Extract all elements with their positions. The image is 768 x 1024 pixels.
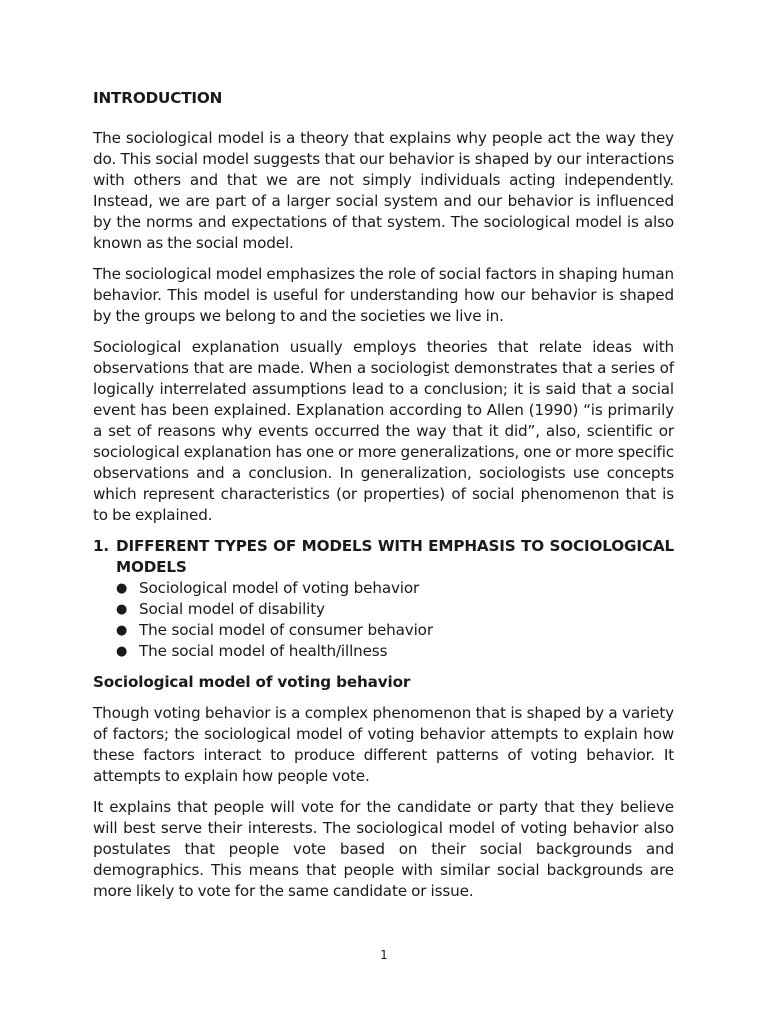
intro-paragraph-3: Sociological explanation usually employs theories that relate ideas with observations that are made. When a sociologist demonstrates that a series of logically interrelated assumptions lead to a conclusion; it is said that a social event has been explained. Explanation according to Allen (1990) “is primarily a set of reasons why events occurred the way that it did”, also, scientific or sociological explanation has one or more generalizations, one or more specific observations and a conclusion. In generalization, sociologists use concepts which represent characteristics (or properties) of social phenomenon that is to be explained. <box>93 338 674 524</box>
voting-paragraph-1: Though voting behavior is a complex phenomenon that is shaped by a variety of factors; the sociological model of voting behavior attempts to explain how these factors interact to produce different patterns of voting behavior. It attempts to explain how people vote. <box>93 704 674 785</box>
list-item-text: Sociological model of voting behavior <box>139 579 420 597</box>
list-item-text: The social model of health/illness <box>139 642 388 660</box>
list-item-text: Social model of disability <box>139 600 325 618</box>
list-item <box>116 620 674 641</box>
intro-paragraph-1: The sociological model is a theory that explains why people act the way they do. This social model suggests that our behavior is shaped by our interactions with others and that we are not simply individuals acting independently. Instead, we are part of a larger social system and our behavior is influenced by the norms and expectations of that system. The sociological model is also known as the social model. <box>93 129 674 252</box>
bullet-icon: ● <box>116 581 128 596</box>
list-item <box>116 641 674 662</box>
section-1-heading <box>93 536 674 578</box>
list-item-text: The social model of consumer behavior <box>139 621 433 639</box>
page-number: 1 <box>380 948 388 962</box>
document-page <box>93 88 674 912</box>
voting-behavior-subheading: Sociological model of voting behavior <box>93 673 411 691</box>
list-item <box>116 599 674 620</box>
section-1-title: DIFFERENT TYPES OF MODELS WITH EMPHASIS TO SOCIOLOGICAL MODELS <box>116 537 674 576</box>
model-types-list <box>93 578 674 662</box>
list-item <box>116 578 674 599</box>
section-1-number: 1. <box>93 537 110 555</box>
intro-paragraph-2: The sociological model emphasizes the role of social factors in shaping human behavior. This model is useful for understanding how our behavior is shaped by the groups we belong to and the societies we live in. <box>93 265 674 325</box>
bullet-icon: ● <box>116 602 128 617</box>
bullet-icon: ● <box>116 644 128 659</box>
voting-paragraph-2: It explains that people will vote for the candidate or party that they believe will best serve their interests. The sociological model of voting behavior also postulates that people vote based on their social backgrounds and demographics. This means that people with similar social backgrounds are more likely to vote for the same candidate or issue. <box>93 798 674 900</box>
introduction-heading: INTRODUCTION <box>93 89 223 107</box>
bullet-icon: ● <box>116 623 128 638</box>
